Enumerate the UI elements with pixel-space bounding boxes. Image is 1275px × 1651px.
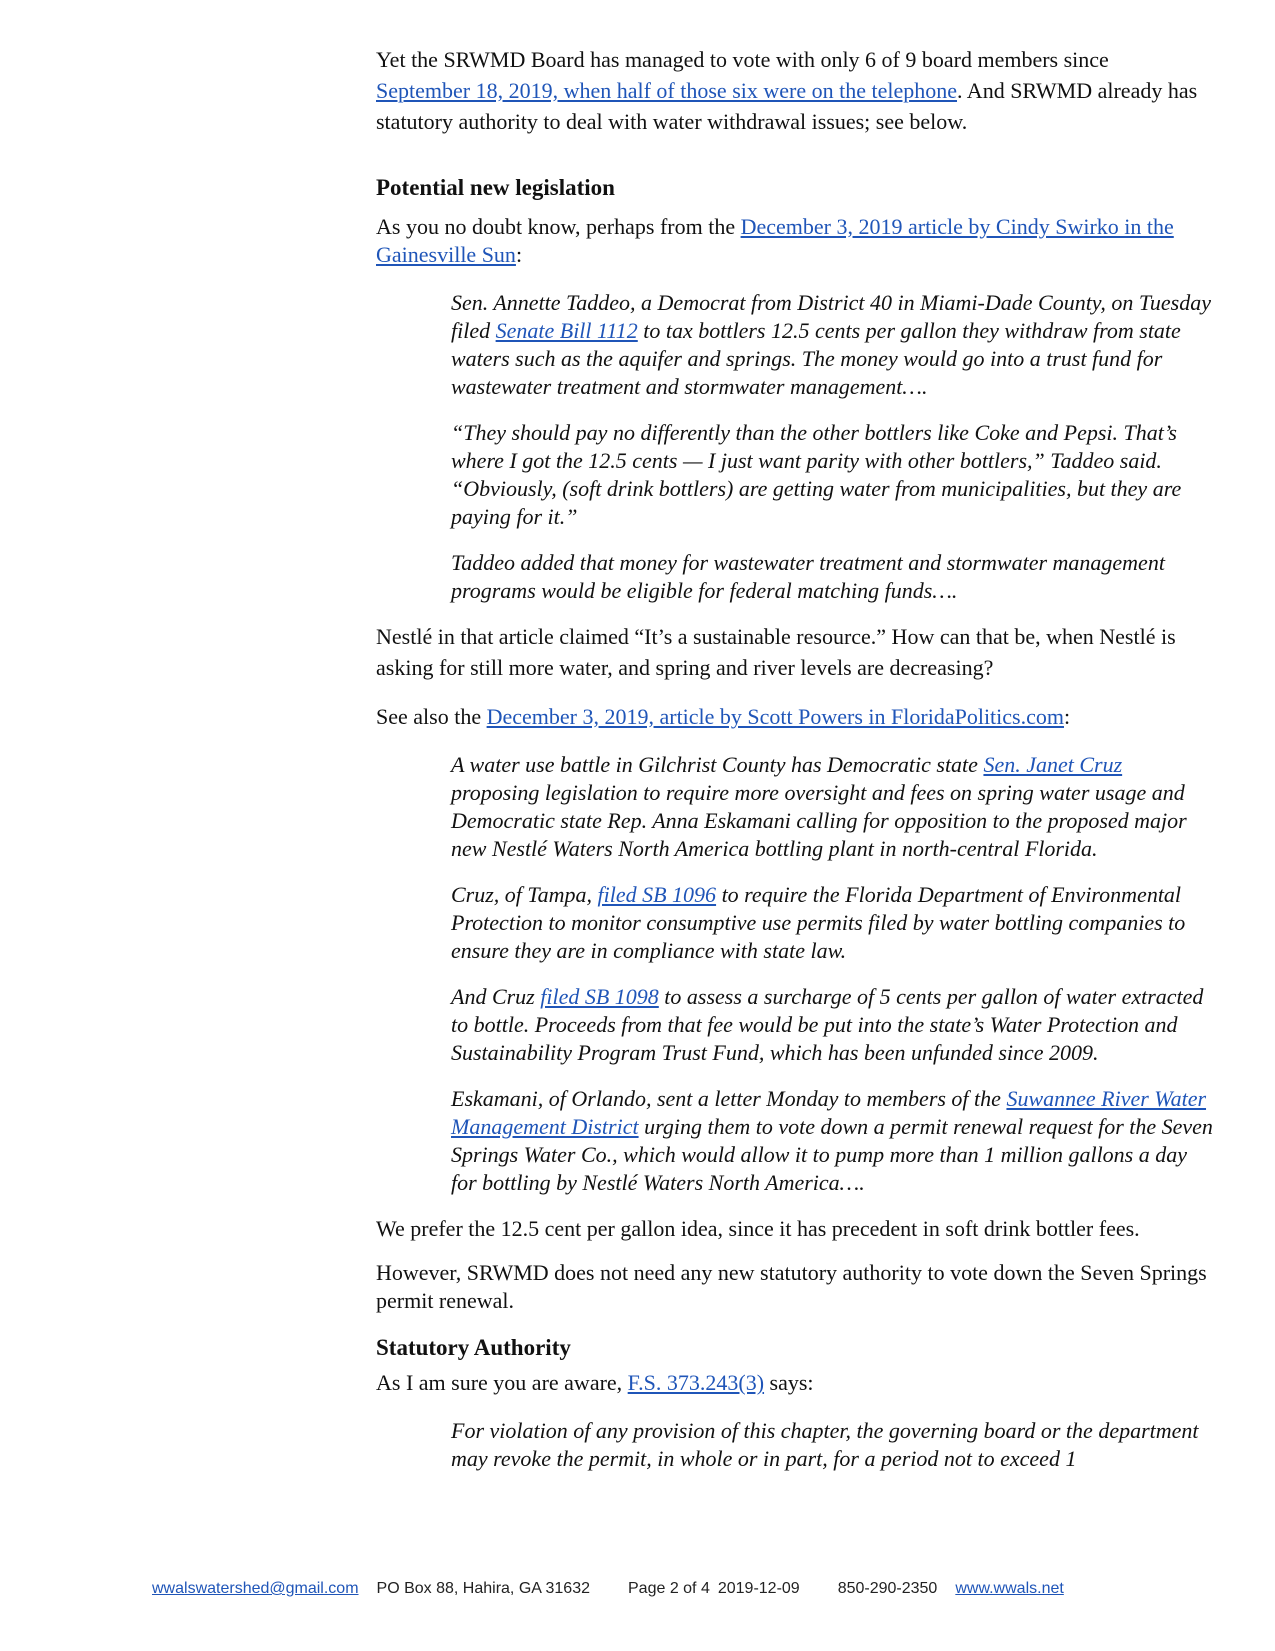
text: to assess a surcharge of 5 cents per gallon of water extracted to bottle. Proceeds from that fee would be put into the state’s Water Protection and Sustainability Program Trust Fund, which has been unfunded since 2009. — [451, 984, 1204, 1065]
link-sb-1096[interactable]: filed SB 1096 — [597, 882, 717, 907]
text: . And SRWMD already has statutory authority to deal with water withdrawal issues; see below. — [376, 78, 1198, 134]
text: proposing legislation to require more oversight and fees on spring water usage and Democratic state Rep. Anna Eskamani calling for opposition to the proposed major new Nestlé Waters North America bottling plant in north-central Florida. — [451, 780, 1187, 861]
quote-taddeo-federal-funds: Taddeo added that money for wastewater treatment and stormwater management programs would be eligible for federal matching funds…. — [451, 550, 1165, 603]
text: to require the Florida Department of Environmental Protection to monitor consumptive use permits filed by water bottling companies to ensure they are in compliance with state law. — [451, 882, 1186, 963]
text: urging them to vote down a permit renewal request for the Seven Springs Water Co., which would allow it to pump more than 1 million gallons a day for bottling by Nestlé Waters North America…. — [451, 1114, 1213, 1195]
text: says: — [764, 1370, 814, 1395]
footer-email-link[interactable]: wwalswatershed@gmail.com — [152, 1580, 359, 1597]
page-footer — [152, 1580, 1152, 1598]
text: Cruz, of Tampa, — [451, 882, 598, 907]
link-fs-373-243[interactable]: F.S. 373.243(3) — [627, 1370, 765, 1395]
heading-statutory-authority: Statutory Authority — [376, 1335, 571, 1360]
link-sb-1098[interactable]: filed SB 1098 — [540, 984, 659, 1009]
footer-website-link[interactable]: www.wwals.net — [955, 1580, 1064, 1597]
paragraph-powers-intro — [376, 701, 1216, 733]
paragraph-no-new-authority: However, SRWMD does not need any new statutory authority to vote down the Seven Springs permit renewal. — [376, 1260, 1207, 1313]
paragraph-preference: We prefer the 12.5 cent per gallon idea, since it has precedent in soft drink bottler fees. — [376, 1216, 1140, 1241]
link-swirko-article[interactable]: December 3, 2019 article by Cindy Swirko in the Gainesville Sun — [376, 214, 1174, 267]
text: A water use battle in Gilchrist County has Democratic state — [451, 752, 984, 777]
quote-cruz-sb1096 — [451, 881, 1216, 965]
footer-date: 2019-12-09 — [717, 1580, 800, 1597]
heading-potential-legislation: Potential new legislation — [376, 175, 615, 200]
quote-taddeo-bill — [451, 289, 1216, 401]
link-powers-article[interactable]: December 3, 2019, article by Scott Powers in FloridaPolitics.com — [486, 704, 1064, 729]
text: Yet the SRWMD Board has managed to vote with only 6 of 9 board members since — [376, 47, 1109, 72]
footer-page-number: Page 2 of 4 — [628, 1580, 710, 1597]
text: : — [1064, 704, 1071, 729]
text: As you no doubt know, perhaps from the — [376, 214, 741, 239]
quote-cruz-battle — [451, 751, 1216, 863]
link-srwmd[interactable]: Suwannee River Water Management District — [451, 1086, 1207, 1139]
paragraph-board-vote — [376, 44, 1216, 137]
paragraph-fs-intro — [376, 1367, 1216, 1399]
footer-address: PO Box 88, Hahira, GA 31632 — [376, 1580, 590, 1597]
footer-phone: 850-290-2350 — [837, 1580, 938, 1597]
text: Eskamani, of Orlando, sent a letter Monday to members of the — [451, 1086, 1007, 1111]
link-senate-bill-1112[interactable]: Senate Bill 1112 — [495, 318, 638, 343]
link-september-18-vote[interactable]: September 18, 2019, when half of those six were on the telephone — [376, 78, 958, 103]
text: As I am sure you are aware, — [376, 1370, 628, 1395]
link-sen-janet-cruz[interactable]: Sen. Janet Cruz — [983, 752, 1123, 777]
text: to tax bottlers 12.5 cents per gallon they withdraw from state waters such as the aquifer and springs. The money would go into a trust fund for wastewater treatment and stormwater management…. — [451, 318, 1181, 399]
quote-fs-revocation: For violation of any provision of this chapter, the governing board or the department may revoke the permit, in whole or in part, for a period not to exceed 1 — [451, 1418, 1199, 1471]
quote-taddeo-parity: “They should pay no differently than the other bottlers like Coke and Pepsi. That’s where I got the 12.5 cents — I just want parity with other bottlers,” Taddeo said. “Obviously, (soft drink bottlers) are getting water from municipalities, but they are paying for it.” — [451, 420, 1182, 529]
paragraph-nestle-claim: Nestlé in that article claimed “It’s a sustainable resource.” How can that be, when Nestlé is asking for still more water, and spring and river levels are decreasing? — [376, 624, 1176, 680]
paragraph-swirko-intro — [376, 213, 1216, 269]
quote-cruz-sb1098 — [451, 983, 1216, 1067]
document-body — [376, 44, 1216, 1473]
text: And Cruz — [451, 984, 541, 1009]
text: See also the — [376, 704, 487, 729]
quote-eskamani-letter — [451, 1085, 1216, 1197]
text: : — [515, 242, 523, 267]
text: Sen. Annette Taddeo, a Democrat from District 40 in Miami-Dade County, on Tuesday filed — [451, 290, 1211, 343]
